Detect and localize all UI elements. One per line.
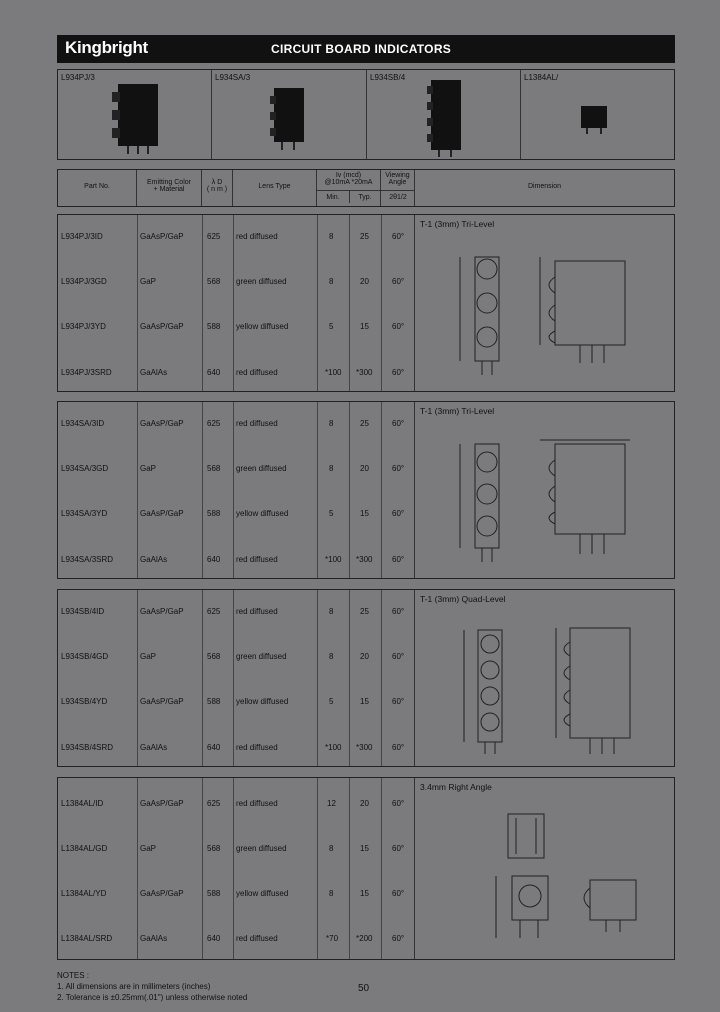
page-number: 50 bbox=[358, 983, 370, 994]
table-row: L1384AL/ID GaAsP/GaP 625 red diffused 12 20 60° bbox=[61, 799, 405, 808]
brand-logo: Kingbright bbox=[65, 38, 148, 57]
product-cell bbox=[367, 70, 521, 159]
table-row: L934SB/4GD GaP 568 green diffused 8 20 60° bbox=[61, 652, 405, 661]
header-iv: Iv (mcd) @10mA *20mA Min. Typ. bbox=[317, 170, 381, 206]
header-angle-sub: 2θ1/2 bbox=[381, 190, 415, 205]
header-lens: Lens Type bbox=[233, 170, 317, 206]
dimension-title: 3.4mm Right Angle bbox=[420, 782, 492, 792]
dimension-title: T-1 (3mm) Tri-Level bbox=[420, 406, 495, 416]
header-wavelength: λ D ( n m ) bbox=[202, 170, 233, 206]
page-title: CIRCUIT BOARD INDICATORS bbox=[271, 42, 452, 56]
product-label: L934SA/3 bbox=[215, 73, 251, 82]
table-row: L934PJ/3GD GaP 568 green diffused 8 20 60° bbox=[61, 277, 405, 286]
header-dimension: Dimension bbox=[527, 183, 562, 190]
table-row: L934PJ/3ID GaAsP/GaP 625 red diffused 8 25 60° bbox=[61, 232, 405, 241]
table-row: L1384AL/GD GaP 568 green diffused 8 15 60° bbox=[61, 844, 405, 853]
header-part-no: Part No. bbox=[58, 170, 137, 206]
product-label: L934PJ/3 bbox=[61, 73, 95, 82]
table-row: L934SB/4ID GaAsP/GaP 625 red diffused 8 25 60° bbox=[61, 607, 405, 616]
notes bbox=[57, 970, 247, 1003]
dimension-drawing bbox=[420, 420, 670, 570]
led-array-photo bbox=[367, 70, 521, 159]
dimension-drawing bbox=[420, 233, 670, 383]
dimension-title: T-1 (3mm) Tri-Level bbox=[420, 219, 495, 229]
dimension-drawing bbox=[420, 608, 670, 758]
spec-block bbox=[57, 777, 675, 960]
product-cell bbox=[212, 70, 367, 159]
spec-block bbox=[57, 214, 675, 392]
dimension-drawing bbox=[420, 796, 670, 956]
product-photo-row bbox=[57, 69, 675, 160]
header-banner bbox=[57, 35, 675, 63]
header-emitting: Emitting Color + Material bbox=[137, 170, 202, 206]
table-row: L934PJ/3SRD GaAlAs 640 red diffused *100 *300 60° bbox=[61, 368, 405, 377]
table-row: L1384AL/YD GaAsP/GaP 588 yellow diffused 8 15 60° bbox=[61, 889, 405, 898]
product-label: L934SB/4 bbox=[370, 73, 406, 82]
table-row: L934SA/3SRD GaAlAs 640 red diffused *100 *300 60° bbox=[61, 555, 405, 564]
header-angle: Viewing Angle 2θ1/2 bbox=[381, 170, 415, 206]
table-row: L934SA/3YD GaAsP/GaP 588 yellow diffused 5 15 60° bbox=[61, 509, 405, 518]
product-label: L1384AL/ bbox=[524, 73, 559, 82]
note-item: 1. All dimensions are in millimeters (inches) bbox=[57, 982, 211, 991]
product-cell bbox=[521, 70, 674, 159]
table-row: L934SB/4SRD GaAlAs 640 red diffused *100 *300 60° bbox=[61, 743, 405, 752]
led-right-angle-photo bbox=[521, 70, 674, 159]
spec-block bbox=[57, 401, 675, 579]
table-row: L1384AL/SRD GaAlAs 640 red diffused *70 *200 60° bbox=[61, 934, 405, 943]
notes-title: NOTES : bbox=[57, 971, 90, 980]
table-row: L934SA/3ID GaAsP/GaP 625 red diffused 8 25 60° bbox=[61, 419, 405, 428]
table-row: L934SA/3GD GaP 568 green diffused 8 20 60° bbox=[61, 464, 405, 473]
table-header bbox=[57, 169, 675, 207]
product-cell bbox=[58, 70, 212, 159]
header-iv-typ: Typ. bbox=[358, 194, 372, 201]
note-item: 2. Tolerance is ±0.25mm(.01") unless otherwise noted bbox=[57, 993, 248, 1002]
led-array-photo bbox=[212, 70, 367, 159]
header-iv-min: Min. bbox=[317, 191, 350, 203]
table-row: L934PJ/3YD GaAsP/GaP 588 yellow diffused 5 15 60° bbox=[61, 322, 405, 331]
table-row: L934SB/4YD GaAsP/GaP 588 yellow diffused 5 15 60° bbox=[61, 697, 405, 706]
spec-block bbox=[57, 589, 675, 767]
dimension-title: T-1 (3mm) Quad-Level bbox=[420, 594, 506, 604]
led-array-photo bbox=[58, 70, 212, 159]
